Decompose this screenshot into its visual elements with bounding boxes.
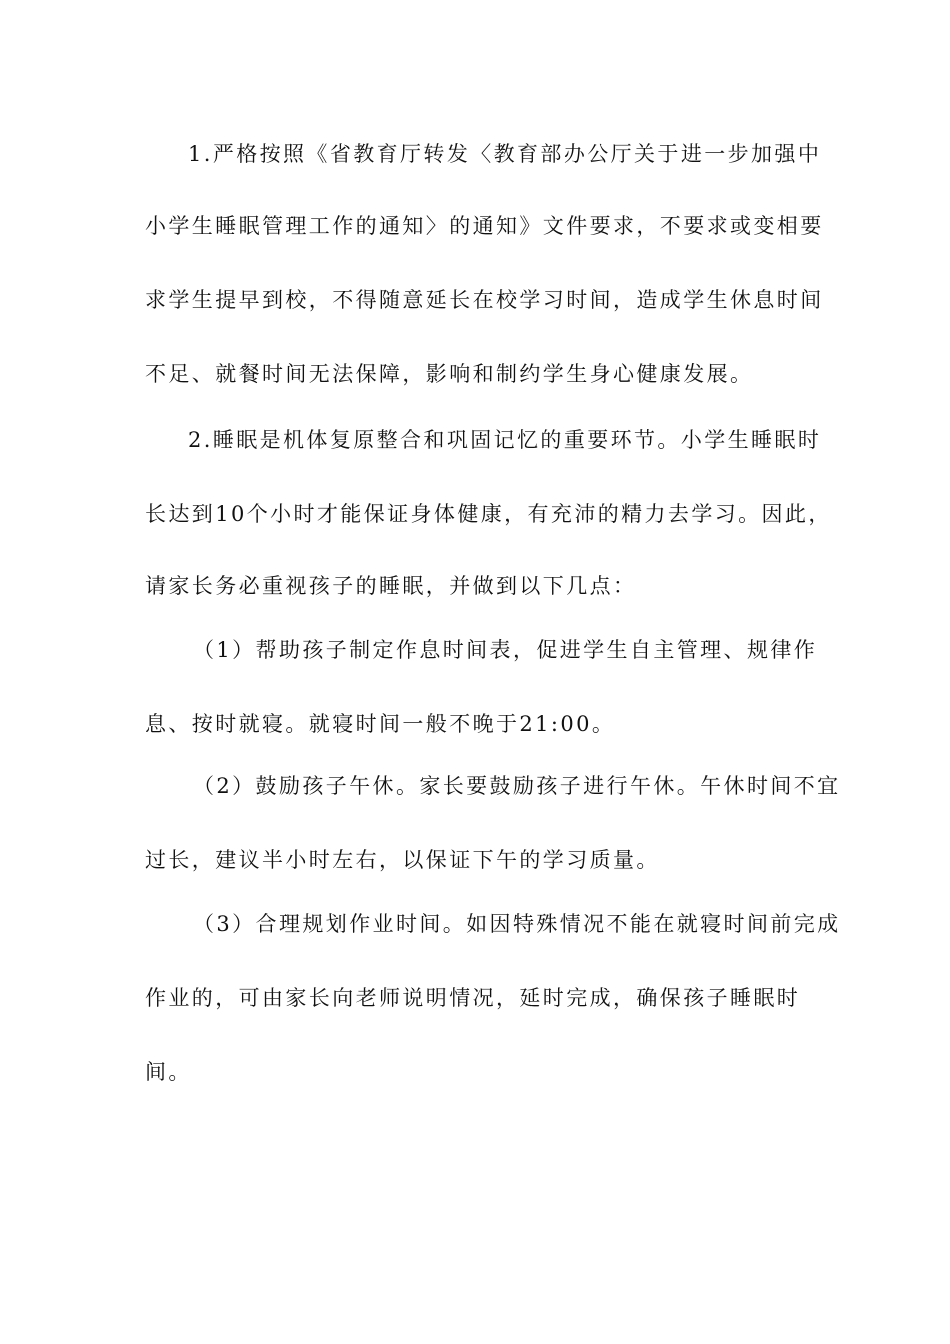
paragraph-1-line-2: 小学生睡眠管理工作的通知〉的通知》文件要求，不要求或变相要	[145, 214, 824, 238]
paragraph-2-line-2: 长达到10个小时才能保证身体健康，有充沛的精力去学习。因此，	[145, 502, 832, 526]
list-item-3-line-2: 作业的，可由家长向老师说明情况，延时完成，确保孩子睡眠时	[145, 986, 801, 1010]
paragraph-2-line-1: 2.睡眠是机体复原整合和巩固记忆的重要环节。小学生睡眠时	[188, 428, 822, 452]
paragraph-1-line-4: 不足、就餐时间无法保障，影响和制约学生身心健康发展。	[145, 362, 754, 386]
list-item-1-line-1: （1）帮助孩子制定作息时间表，促进学生自主管理、规律作	[193, 638, 818, 662]
list-item-2-line-2: 过长，建议半小时左右，以保证下午的学习质量。	[145, 848, 660, 872]
list-item-1-line-2: 息、按时就寝。就寝时间一般不晚于21:00。	[145, 712, 616, 736]
list-item-3-line-1: （3）合理规划作业时间。如因特殊情况不能在就寝时间前完成	[193, 912, 841, 936]
paragraph-1-line-3: 求学生提早到校，不得随意延长在校学习时间，造成学生休息时间	[145, 288, 824, 312]
paragraph-1-line-1: 1.严格按照《省教育厅转发〈教育部办公厅关于进一步加强中	[188, 142, 822, 166]
list-item-3-line-3: 间。	[145, 1060, 192, 1084]
list-item-2-line-1: （2）鼓励孩子午休。家长要鼓励孩子进行午休。午休时间不宜	[193, 774, 841, 798]
paragraph-2-line-3: 请家长务必重视孩子的睡眠，并做到以下几点：	[145, 574, 637, 598]
